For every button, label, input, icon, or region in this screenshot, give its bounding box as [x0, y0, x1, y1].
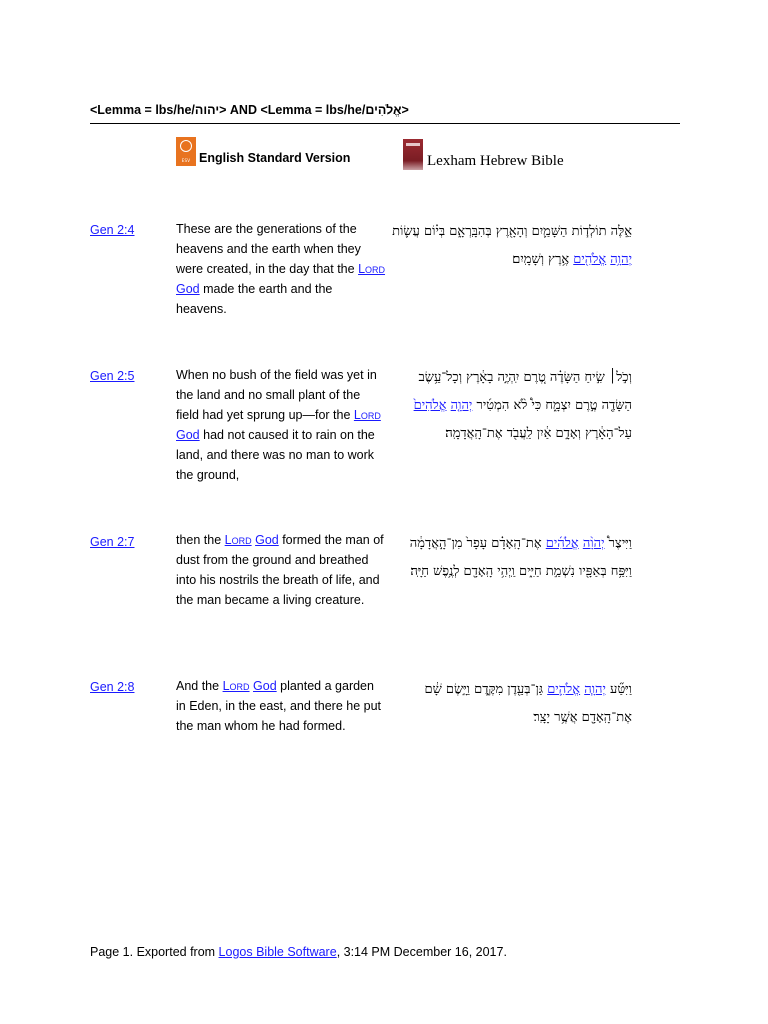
- god-link[interactable]: God: [176, 282, 200, 296]
- god-link[interactable]: God: [255, 533, 279, 547]
- heb-text-pre: וַיִּטַּ֞ע: [605, 682, 632, 697]
- eng-text-post: formed the man of dust from the ground and breathed into his nostrils the breath of life, and the man became a living creature.: [176, 533, 384, 607]
- heb-text-post: גַּן־בְּעֵ֖דֶן מִקֶּ֑דֶם וַיָּ֣שֶׂם שָׁ֔ם אֶת־הָֽאָדָ֖ם אֲשֶׁ֥ר יָצָֽר׃: [424, 682, 632, 725]
- elohim-link[interactable]: אֱלֹהִ֖ים: [573, 252, 607, 267]
- lhb-title: Lexham Hebrew Bible: [427, 153, 564, 169]
- lord-link[interactable]: Lord: [222, 679, 250, 693]
- hebrew-verse-text: [392, 364, 632, 448]
- esv-logo-text: ESV: [181, 158, 191, 163]
- lord-link[interactable]: Lord: [224, 533, 252, 547]
- heb-text-pre: וְכֹ֣ל׀ שִׂ֣יחַ הַשָּׂדֶ֗ה טֶ֚רֶם יִֽהְיֶ֣ה בָאָ֔רֶץ וְכָל־עֵ֥שֶׂב הַשָּׂדֶ֖ה טֶ֣רֶם יִצְמָ֑ח כִּי֩ לֹ֨א הִמְטִ֜יר: [418, 370, 632, 413]
- footer-text-post: , 3:14 PM December 16, 2017.: [336, 945, 507, 959]
- verse-ref-link[interactable]: Gen 2:8: [90, 680, 135, 694]
- god-link[interactable]: God: [253, 679, 277, 693]
- hebrew-verse-text: [392, 530, 632, 586]
- verse-ref-link[interactable]: Gen 2:7: [90, 535, 135, 549]
- logos-link[interactable]: Logos Bible Software: [218, 945, 337, 959]
- hebrew-verse-text: [382, 676, 632, 732]
- heb-text-pre: וַיִּיצֶר֩: [604, 536, 632, 551]
- english-verse-text: [176, 219, 386, 319]
- lhb-column-header: [403, 139, 564, 170]
- english-verse-text: [176, 365, 386, 485]
- elohim-link[interactable]: אֱלֹהִים֙: [413, 398, 447, 413]
- god-link[interactable]: God: [176, 428, 200, 442]
- yhwh-link[interactable]: יְהוָ֧ה: [584, 682, 606, 697]
- esv-column-header: [176, 137, 350, 166]
- eng-text-pre: These are the generations of the heavens and the earth when they were created, in the day that the: [176, 222, 361, 276]
- verse-ref-link[interactable]: Gen 2:4: [90, 223, 135, 237]
- header-rule: [90, 123, 680, 124]
- yhwh-link[interactable]: יְהוָ֥ה: [610, 252, 632, 267]
- yhwh-link[interactable]: יְהוָ֤ה: [450, 398, 473, 413]
- hebrew-verse-text: [392, 218, 632, 274]
- heb-text-post: אֶת־הָֽאָדָ֗ם עָפָר֙ מִן־הָ֣אֲדָמָ֔ה וַיִּפַּ֥ח בְּאַפָּ֖יו נִשְׁמַ֣ת חַיִּ֑ים וַֽיְהִ֥י הָֽאָדָ֖ם לְנֶ֥פֶשׁ חַיָּֽה׃: [409, 536, 632, 579]
- elohim-link[interactable]: אֱלֹהִ֜ים: [545, 536, 579, 551]
- lhb-logo-icon: [403, 139, 423, 170]
- heb-text-post: אֶ֥רֶץ וְשָׁמָֽיִם׃: [512, 252, 574, 267]
- eng-text-pre: When no bush of the field was yet in the land and no small plant of the field had yet sprung up—for the: [176, 368, 377, 422]
- eng-text-pre: then the: [176, 533, 225, 547]
- page-footer: [90, 945, 507, 959]
- heb-text-post: עַל־הָאָ֔רֶץ וְאָדָ֣ם אַ֔יִן לַֽעֲבֹ֖ד אֶת־הָֽאֲדָמָֽה׃: [445, 426, 632, 441]
- verse-ref-link[interactable]: Gen 2:5: [90, 369, 135, 383]
- esv-logo-icon: [176, 137, 196, 166]
- footer-text-pre: Page 1. Exported from: [90, 945, 219, 959]
- english-verse-text: [176, 530, 386, 610]
- search-query: <Lemma = lbs/he/יהוה> AND <Lemma = lbs/he/אֱלֹהִים>: [90, 103, 409, 117]
- eng-text-post: made the earth and the heavens.: [176, 282, 333, 316]
- lord-link[interactable]: Lord: [358, 262, 386, 276]
- elohim-link[interactable]: אֱלֹהִ֛ים: [547, 682, 581, 697]
- eng-text-post: planted a garden in Eden, in the east, and there he put the man whom he had formed.: [176, 679, 382, 733]
- heb-text-pre: אֵ֣לֶּה תוֹלְד֧וֹת הַשָּׁמַ֛יִם וְהָאָ֖רֶץ בְּהִבָּֽרְאָ֑ם בְּי֗וֹם עֲשׂ֛וֹת: [392, 224, 632, 239]
- english-verse-text: [176, 676, 386, 736]
- eng-text-post: had not caused it to rain on the land, and there was no man to work the ground,: [176, 428, 375, 482]
- eng-text-pre: And the: [176, 679, 223, 693]
- lord-link[interactable]: Lord: [353, 408, 381, 422]
- yhwh-link[interactable]: יְהוָ֨ה: [582, 536, 605, 551]
- esv-title: English Standard Version: [199, 151, 351, 165]
